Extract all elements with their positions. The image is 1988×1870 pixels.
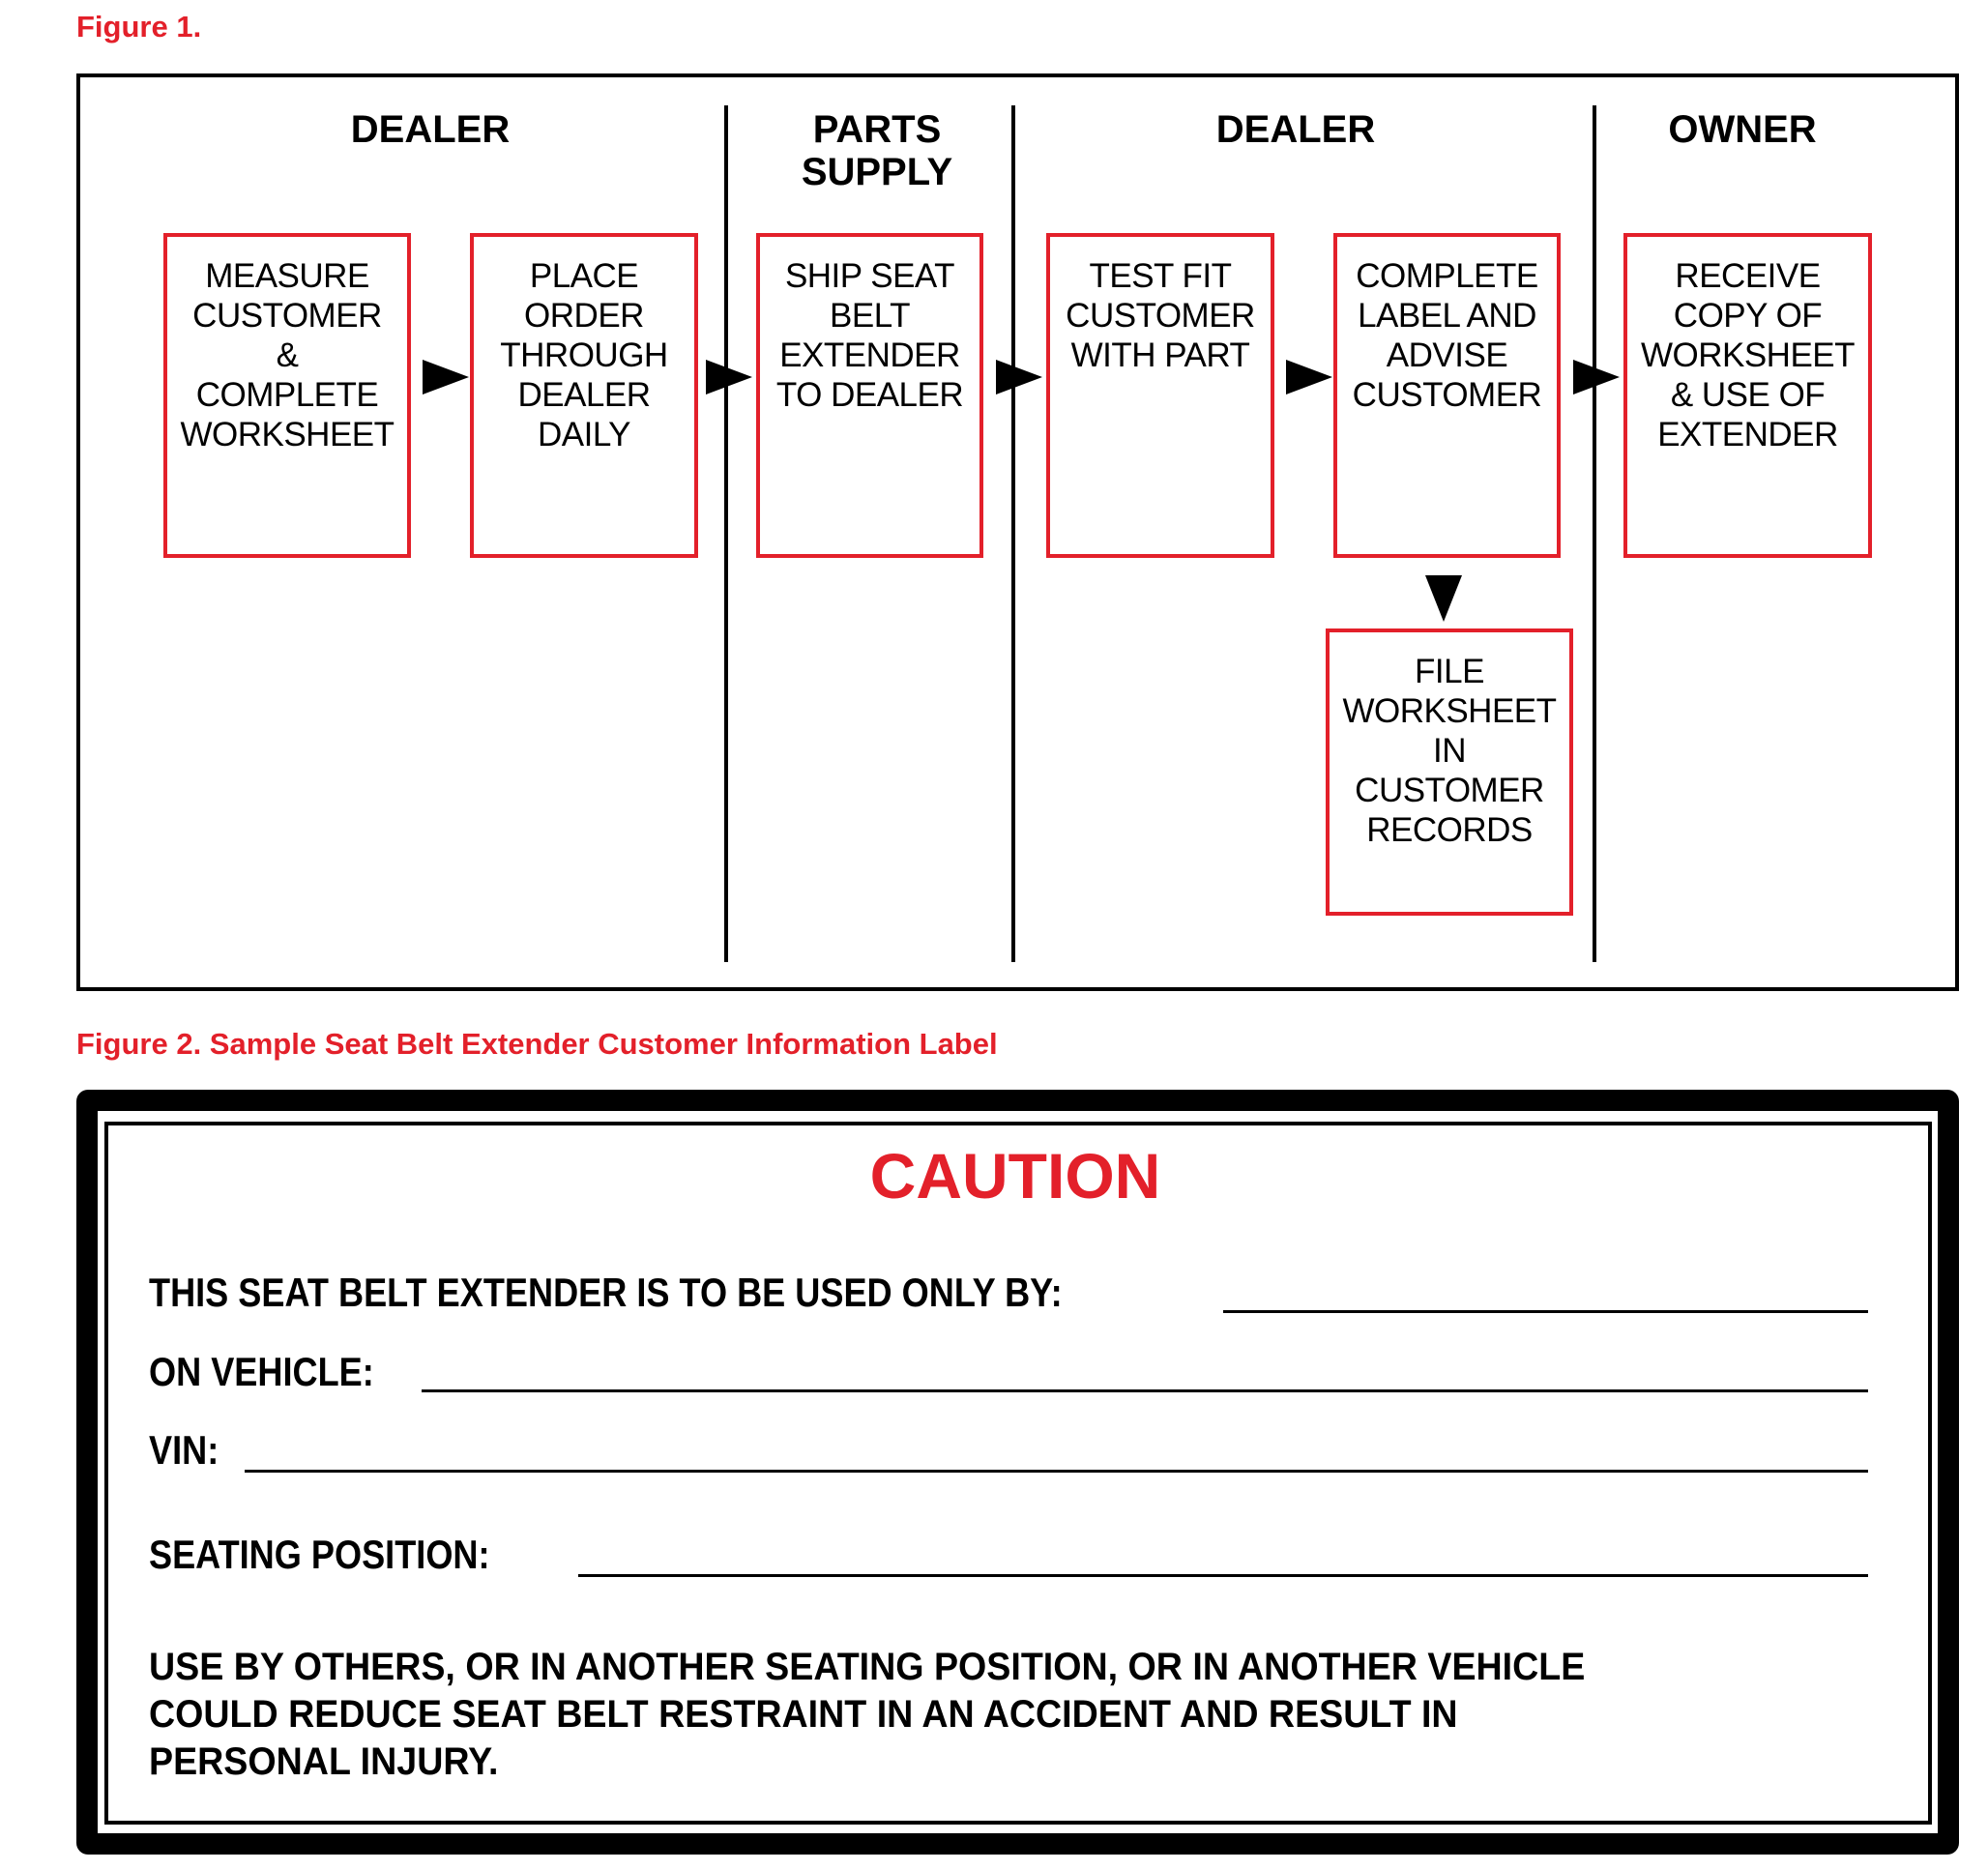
lane-divider [724, 105, 728, 962]
arrow-right-icon [423, 360, 469, 394]
step-text: COMPLETE [1356, 257, 1538, 295]
step-ship-extender [756, 233, 983, 558]
step-text: WORKSHEET [1342, 692, 1557, 730]
lane-header-dealer-2: DEALER [1215, 108, 1376, 151]
step-text: TEST FIT [1089, 257, 1232, 295]
step-text: & USE OF [1670, 376, 1826, 414]
step-text: CUSTOMER [1352, 376, 1542, 414]
step-text: PLACE [529, 257, 639, 295]
step-text: THROUGH [500, 336, 668, 374]
warning-line: PERSONAL INJURY. [149, 1740, 499, 1783]
step-text: COMPLETE [195, 376, 379, 414]
arrow-down-icon [1425, 575, 1462, 622]
step-measure-customer [163, 233, 411, 558]
step-text: & [276, 336, 299, 374]
arrow-right-icon [706, 360, 752, 394]
lane-divider [1011, 105, 1015, 962]
lane-divider [1593, 105, 1596, 962]
step-text: LABEL AND [1358, 297, 1536, 335]
step-complete-label [1333, 233, 1561, 558]
arrow-right-icon [996, 360, 1042, 394]
step-text: EXTENDER [779, 336, 960, 374]
step-text: SHIP SEAT [784, 257, 955, 295]
step-text: CUSTOMER [1355, 772, 1544, 809]
warning-line: USE BY OTHERS, OR IN ANOTHER SEATING POSITION, OR IN ANOTHER VEHICLE [149, 1646, 1586, 1688]
step-text: CUSTOMER [1066, 297, 1255, 335]
lane-header-dealer: DEALER [350, 108, 511, 151]
figure-1-caption: Figure 1. [76, 10, 202, 44]
warning-line: COULD REDUCE SEAT BELT RESTRAINT IN AN ACCIDENT AND RESULT IN [149, 1693, 1458, 1736]
step-text: ADVISE [1386, 336, 1508, 374]
step-text: EXTENDER [1657, 416, 1838, 453]
step-text: WORKSHEET [1640, 336, 1856, 374]
step-text: FILE [1415, 653, 1484, 690]
figure-2-caption: Figure 2. Sample Seat Belt Extender Customer Information Label [76, 1027, 998, 1061]
field-line-seating-position [578, 1574, 1868, 1577]
step-place-order [470, 233, 698, 558]
field-label-vehicle: ON VEHICLE: [149, 1349, 374, 1394]
field-line-used-only-by [1223, 1310, 1868, 1313]
step-text: RECORDS [1366, 811, 1533, 849]
warning-paragraph [149, 1644, 1868, 1786]
step-text: WITH PART [1070, 336, 1250, 374]
step-text: RECEIVE [1675, 257, 1821, 295]
field-line-vehicle [422, 1389, 1868, 1392]
step-text: BELT [830, 297, 910, 335]
step-text: TO DEALER [775, 376, 964, 414]
step-file-worksheet [1326, 628, 1573, 916]
step-test-fit [1046, 233, 1274, 558]
field-label-vin: VIN: [149, 1427, 219, 1473]
step-text: MEASURE [205, 257, 369, 295]
step-text: COPY OF [1673, 297, 1823, 335]
step-text: WORKSHEET [180, 416, 395, 453]
step-text: ORDER [524, 297, 644, 335]
arrow-right-icon [1286, 360, 1332, 394]
step-text: DAILY [537, 416, 631, 453]
field-label-used-only-by: THIS SEAT BELT EXTENDER IS TO BE USED ONLY BY: [149, 1270, 1063, 1315]
field-label-seating-position: SEATING POSITION: [149, 1532, 490, 1577]
arrow-right-icon [1573, 360, 1620, 394]
step-text: DEALER [517, 376, 651, 414]
caution-title: CAUTION [869, 1140, 1161, 1212]
lane-header-parts-supply: PARTS SUPPLY [801, 108, 953, 193]
field-line-vin [245, 1470, 1868, 1473]
step-receive-copy [1623, 233, 1872, 558]
step-text: IN [1433, 732, 1466, 770]
lane-header-owner: OWNER [1668, 108, 1817, 151]
step-text: CUSTOMER [192, 297, 382, 335]
